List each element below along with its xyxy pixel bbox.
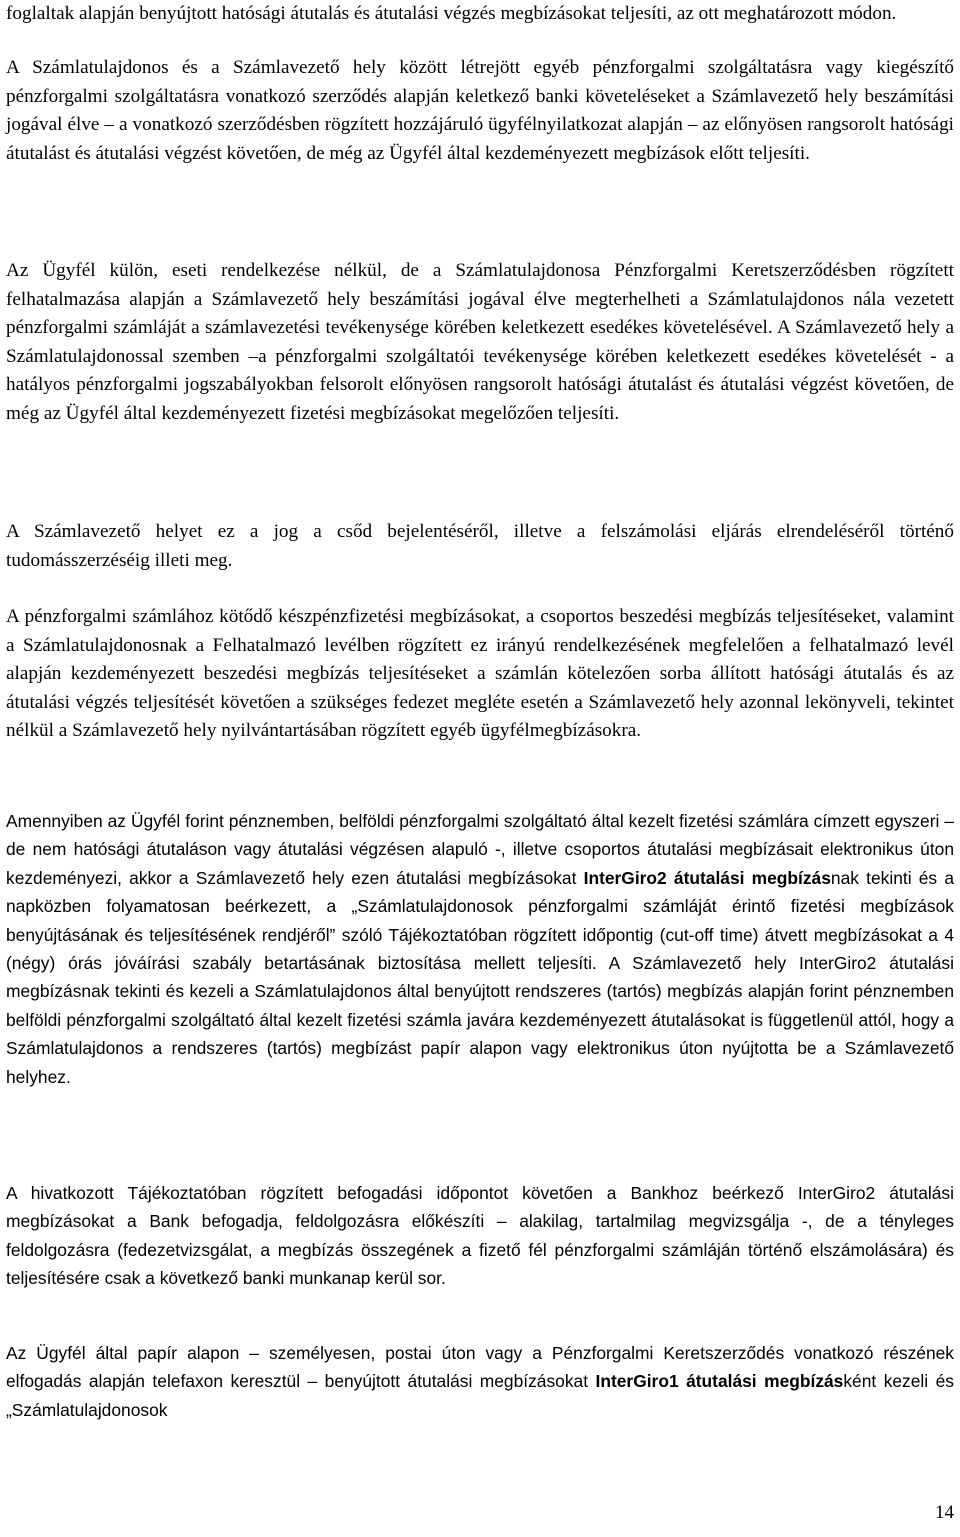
paragraph-5	[0, 807, 960, 1091]
text-run: ként kezeli és „Számlatulajdonosok	[6, 1371, 954, 1420]
text-run: foglaltak alapján benyújtott hatósági átutalás és átutalási végzés megbízásokat teljesíti, az ott meghatározott módon.	[6, 3, 897, 24]
paragraph-6	[0, 1179, 960, 1293]
text-run: A hivatkozott Tájékoztatóban rögzített befogadási időpontot követően a Bankhoz beérkező InterGiro2 átutalási megbízásokat a Bank befogadja, feldolgozásra előkészíti – alakilag, tartalmilag megvizsgálja -, de a tényleges feldolgozásra (fedezetvizsgálat, a megbízás összegének a fizető fél pénzforgalmi számláján történő elszámolására) és teljesítésére csak a következő banki munkanap kerül sor.	[6, 1183, 954, 1289]
text-run: A pénzforgalmi számlához kötődő készpénzfizetési megbízásokat, a csoportos beszedési megbízás teljesítéseket, valamint a Számlatulajdonosnak a Felhatalmazó levélben rögzített ez irányú rendelkezésének megfelelően a felhatalmazó levél alapján kezdeményezett beszedési megbízás teljesítéseket a számlán kötelezően sorba állított hatósági átutalás és az átutalási végzés teljesítését követően a szükséges fedezet megléte esetén a Számlavezető hely azonnal lekönyveli, tekintet nélkül a Számlavezető hely nyilvántartásában rögzített egyéb ügyfélmegbízásokra.	[6, 606, 954, 741]
text-run: Az Ügyfél külön, eseti rendelkezése nélkül, de a Számlatulajdonosa Pénzforgalmi Keretszerződésben rögzített felhatalmazása alapján a Számlavezető hely beszámítási jogával élve megterhelheti a Számlatulajdonos nála vezetett pénzforgalmi számláját a számlavezetési tevékenysége körében keletkezett esedékes követelésével. A Számlavezető hely a Számlatulajdonossal szemben –a pénzforgalmi szolgáltatói tevékenysége körében keletkezett esedékes követelését - a hatályos pénzforgalmi jogszabályokban felsorolt előnyösen rangsorolt hatósági átutalást és átutalási végzést követően, de még az Ügyfél által kezdeményezett fizetési megbízásokat megelőzően teljesíti.	[6, 260, 954, 424]
text-run: nak tekinti és a napközben folyamatosan beérkezett, a „Számlatulajdonosok pénzforgalmi számláját érintő fizetési megbízások benyújtásának és teljesítésének rendjéről” szóló Tájékoztatóban rögzített időpontig (cut-off time) átvett megbízásokat a 4 (négy) órás jóváírási szabály betartásának biztosítása mellett teljesíti. A Számlavezető hely InterGiro2 átutalási megbízásnak tekinti és kezeli a Számlatulajdonos által benyújtott rendszeres (tartós) megbízás alapján forint pénznemben belföldi pénzforgalmi szolgáltató által kezelt fizetési számla javára kezdeményezett átutalásokat is függetlenül attól, hogy a Számlatulajdonos a rendszeres (tartós) megbízást papír alapon vagy elektronikus úton nyújtotta be a Számlavezető helyhez.	[6, 867, 954, 1087]
page-number: 14	[935, 1502, 954, 1523]
paragraph-1	[0, 54, 960, 168]
paragraph-2	[0, 257, 960, 428]
paragraph-0	[0, 0, 960, 29]
paragraph-7	[0, 1339, 960, 1424]
bold-term: InterGiro2 átutalási megbízás	[583, 867, 831, 888]
text-run: A Számlatulajdonos és a Számlavezető hely között létrejött egyéb pénzforgalmi szolgáltatásra vagy kiegészítő pénzforgalmi szolgáltatásra vonatkozó szerződés alapján keletkező banki követeléseket a Számlavezető hely beszámítási jogával élve – a vonatkozó szerződésben rögzített hozzájáruló ügyfélnyilatkozat alapján – az előnyösen rangsorolt hatósági átutalást és átutalási végzést követően, de még az Ügyfél által kezdeményezett megbízások előtt teljesíti.	[6, 57, 954, 164]
paragraph-3	[0, 518, 960, 575]
text-run: Amennyiben az Ügyfél forint pénznemben, belföldi pénzforgalmi szolgáltató által kezelt fizetési számlára címzett egyszeri – de nem hatósági átutaláson vagy átutalási végzésen alapuló -, illetve csoportos átutalási megbízásait elektronikus úton kezdeményezi, akkor a Számlavezető hely ezen átutalási megbízásokat	[6, 811, 954, 888]
text-run: Az Ügyfél által papír alapon – személyesen, postai úton vagy a Pénzforgalmi Keretszerződés vonatkozó részének elfogadás alapján telefaxon keresztül – benyújtott átutalási megbízásokat	[6, 1343, 954, 1392]
text-run: A Számlavezető helyet ez a jog a csőd bejelentéséről, illetve a felszámolási eljárás elrendeléséről történő tudomásszerzéséig illeti meg.	[6, 521, 954, 571]
paragraph-4	[0, 603, 960, 746]
bold-term: InterGiro1 átutalási megbízás	[595, 1371, 844, 1392]
